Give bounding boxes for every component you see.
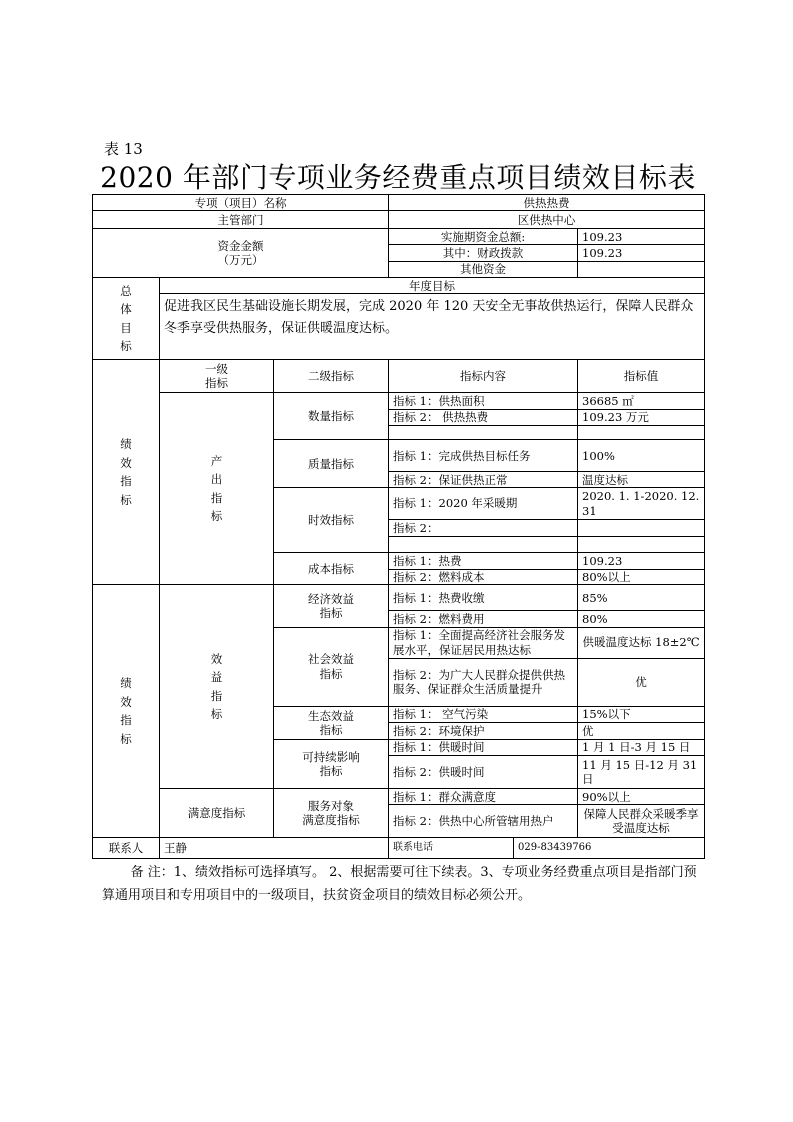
quantity-r1-value: 36685 ㎡ xyxy=(578,393,705,409)
overall-char-2: 体 xyxy=(120,302,132,317)
timeliness-r2-value xyxy=(578,520,705,536)
contact-phone: 029-83439766 xyxy=(514,838,705,859)
perf-char-2: 效 xyxy=(120,455,132,470)
ecological-label-a: 生态效益 xyxy=(308,708,355,723)
economic-label-b: 指标 xyxy=(319,605,343,620)
satisfaction-r1-content: 指标 1：群众满意度 xyxy=(389,789,578,805)
overall-char-1: 总 xyxy=(120,283,132,298)
performance-target-table xyxy=(92,194,705,859)
benefit-char-1: 效 xyxy=(210,652,223,667)
col-value: 指标值 xyxy=(578,360,705,393)
perf2-char-2: 效 xyxy=(120,694,132,709)
year-target-text: 促进我区民生基础设施长期发展，完成 2020 年 120 天安全无事故供热运行，保障人民群众冬季享受供热服务，保证供暖温度达标。 xyxy=(160,294,705,360)
table-number: 表 13 xyxy=(104,140,143,158)
quantity-label: 数量指标 xyxy=(274,393,389,440)
service-satisfaction-label xyxy=(274,789,389,838)
ecological-r1-value: 15%以下 xyxy=(578,706,705,722)
cost-r2-value: 80%以上 xyxy=(578,569,705,585)
sustainable-label xyxy=(274,739,389,788)
footnote: 备 注：1、绩效指标可选择填写。 2、根据需要可往下续表。3、专项业务经费重点项目是指部门预算通用项目和专用项目中的一级项目，扶贫资金项目的绩效目标必须公开。 xyxy=(102,865,697,903)
satisfaction-r1-value: 90%以上 xyxy=(578,789,705,805)
timeliness-r1-content: 指标 1：2020 年采暖期 xyxy=(389,488,578,520)
sustainable-label-a: 可持续影响 xyxy=(302,749,360,764)
cost-r2-content: 指标 2：燃料成本 xyxy=(389,569,578,585)
contact-person-label: 联系人 xyxy=(93,838,160,859)
perf2-char-3: 指 xyxy=(120,713,132,728)
output-char-2: 出 xyxy=(210,472,223,487)
social-r1-content: 指标 1：全面提高经济社会服务发展水平，保证居民用热达标 xyxy=(389,627,578,658)
quantity-r2-content: 指标 2： 供热热费 xyxy=(389,409,578,425)
cost-label: 成本指标 xyxy=(274,553,389,585)
social-label-b: 指标 xyxy=(319,666,343,681)
quantity-r3-value xyxy=(578,426,705,440)
satisfaction-r2-value: 保障人民群众采暖季享受温度达标 xyxy=(578,805,705,838)
year-target-label: 年度目标 xyxy=(160,278,705,294)
document-title: 2020 年部门专项业务经费重点项目绩效目标表 xyxy=(100,161,696,194)
quantity-r3-content xyxy=(389,426,578,440)
quality-r2-value: 温度达标 xyxy=(578,472,705,488)
quality-r1-value: 100% xyxy=(578,440,705,472)
benefit-char-4: 标 xyxy=(210,707,223,722)
funds-label: 资金金额 xyxy=(217,238,264,253)
quality-r2-content: 指标 2：保证供热正常 xyxy=(389,472,578,488)
sustainable-r2-value: 11 月 15 日-12 月 31 日 xyxy=(578,756,705,789)
other-funds-value xyxy=(578,261,705,277)
other-funds-label: 其他资金 xyxy=(389,261,578,277)
social-label-a: 社会效益 xyxy=(308,652,355,667)
col-level1-a: 一级 xyxy=(205,361,228,376)
total-funds-value: 109.23 xyxy=(578,228,705,244)
sustainable-r1-value: 1 月 1 日-3 月 15 日 xyxy=(578,739,705,755)
ecological-r1-content: 指标 1： 空气污染 xyxy=(389,706,578,722)
ecological-label xyxy=(274,706,389,739)
timeliness-r3-value xyxy=(578,536,705,552)
output-label xyxy=(160,393,274,585)
sustainable-label-b: 指标 xyxy=(319,764,343,779)
project-name-label: 专项（项目）名称 xyxy=(93,195,389,211)
satisfaction-r2-content: 指标 2：供热中心所管辖用热户 xyxy=(389,805,578,838)
overall-char-4: 标 xyxy=(120,339,132,354)
project-name: 供热热费 xyxy=(389,195,705,211)
col-level2: 二级指标 xyxy=(274,360,389,393)
col-level1 xyxy=(160,360,274,393)
department: 区供热中心 xyxy=(389,211,705,229)
social-r1-value: 供暖温度达标 18±2℃ xyxy=(578,627,705,658)
contact-phone-label: 联系电话 xyxy=(389,838,514,859)
economic-r1-value: 85% xyxy=(578,585,705,611)
quantity-r1-content: 指标 1：供热面积 xyxy=(389,393,578,409)
benefit-label xyxy=(160,585,274,789)
overall-char-3: 目 xyxy=(120,320,132,335)
overall-target-label xyxy=(93,278,160,360)
perf-label-benefit xyxy=(93,585,160,838)
ecological-r2-value: 优 xyxy=(578,723,705,739)
satisfaction-label: 满意度指标 xyxy=(160,789,274,838)
total-funds-label: 实施期资金总额: xyxy=(389,228,578,244)
quality-r1-content: 指标 1：完成供热目标任务 xyxy=(389,440,578,472)
perf2-char-1: 绩 xyxy=(120,676,132,691)
social-r2-value: 优 xyxy=(578,658,705,706)
ecological-r2-content: 指标 2：环境保护 xyxy=(389,723,578,739)
output-char-3: 指 xyxy=(210,490,223,505)
perf-label-output xyxy=(93,360,160,585)
fiscal-funds-value: 109.23 xyxy=(578,245,705,261)
col-level1-b: 指标 xyxy=(205,376,228,391)
quality-label: 质量指标 xyxy=(274,440,389,488)
cost-r1-content: 指标 1：热费 xyxy=(389,553,578,569)
department-label: 主管部门 xyxy=(93,211,389,229)
output-char-1: 产 xyxy=(210,453,223,468)
service-satisfaction-b: 满意度指标 xyxy=(302,813,360,828)
economic-r2-value: 80% xyxy=(578,611,705,627)
economic-r1-content: 指标 1：热费收缴 xyxy=(389,585,578,611)
col-content: 指标内容 xyxy=(389,360,578,393)
output-char-4: 标 xyxy=(210,509,223,524)
service-satisfaction-a: 服务对象 xyxy=(308,798,355,813)
benefit-char-2: 益 xyxy=(210,670,223,685)
benefit-char-3: 指 xyxy=(210,688,223,703)
perf-char-4: 标 xyxy=(120,492,132,507)
ecological-label-b: 指标 xyxy=(319,722,343,737)
funds-label-cell xyxy=(93,228,389,277)
quantity-r2-value: 109.23 万元 xyxy=(578,409,705,425)
timeliness-r1-value: 2020. 1. 1-2020. 12. 31 xyxy=(578,488,705,520)
social-r2-content: 指标 2：为广大人民群众提供供热服务、保证群众生活质量提升 xyxy=(389,658,578,706)
timeliness-r2-content: 指标 2： xyxy=(389,520,578,536)
economic-label xyxy=(274,585,389,627)
fiscal-funds-label: 其中：财政拨款 xyxy=(389,245,578,261)
sustainable-r2-content: 指标 2：供暖时间 xyxy=(389,756,578,789)
sustainable-r1-content: 指标 1：供暖时间 xyxy=(389,739,578,755)
social-label xyxy=(274,627,389,706)
perf-char-3: 指 xyxy=(120,474,132,489)
cost-r1-value: 109.23 xyxy=(578,553,705,569)
timeliness-r3-content xyxy=(389,536,578,552)
economic-r2-content: 指标 2：燃料费用 xyxy=(389,611,578,627)
contact-person: 王静 xyxy=(160,838,389,859)
perf-char-1: 绩 xyxy=(120,437,132,452)
economic-label-a: 经济效益 xyxy=(308,591,355,606)
perf2-char-4: 标 xyxy=(120,731,132,746)
funds-unit: （万元） xyxy=(217,253,264,268)
timeliness-label: 时效指标 xyxy=(274,488,389,553)
